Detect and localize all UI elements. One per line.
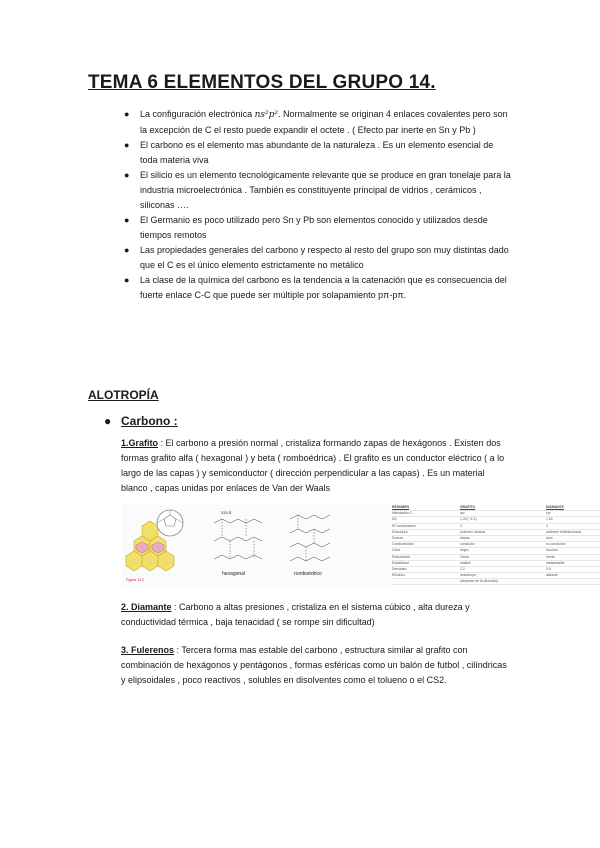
table-row: Color negro incoloro	[392, 548, 600, 554]
table-row: Eléctrico anisótropo aislante	[392, 573, 600, 579]
figure-caption-label: Figure 14.2	[126, 578, 145, 582]
bullet-icon: ●	[124, 170, 130, 180]
figure-distance-label: 335 Å	[221, 510, 232, 515]
table-row: (depende de la dirección)	[392, 579, 600, 585]
comparison-table	[392, 505, 600, 587]
grafito-paragraph: 1.Grafito : El carbono a presión normal , cristaliza formando zapas de hexágonos . Existen dos formas grafito alfa ( hexagonal ) y beta ( romboédrica) . El grafito es un conductor eléctrico ( a lo largo de las capas ) y semiconductor ( dirección perpendicular a las capas) . Es un material blanco , capas unidas por enlaces de Van der Waals	[121, 438, 505, 493]
table-row: Nº coordinación 3 4	[392, 524, 600, 530]
graphite-structure-image	[122, 505, 392, 587]
intro-list	[124, 107, 512, 303]
table-header-row: RESUMEN GRAFITO DIAMANTE	[392, 505, 600, 511]
page-title: TEMA 6 ELEMENTOS DEL GRUPO 14.	[88, 72, 436, 93]
bullet-icon: ●	[124, 245, 130, 255]
fullerene-ball-illustration	[157, 510, 183, 536]
table-row: Dureza blando duro	[392, 536, 600, 542]
fulerenos-paragraph: 3. Fulerenos : Tercera forma mas estable del carbono , estructura similar al grafito con combinación de hexágonos y pentágonos , formas esféricas como un balón de futbol , cilíndricas y elipsoidales , poco reactivos , solubles en disolventes como el tolueno o el CS2.	[121, 645, 507, 685]
list-item: ● Las propiedades generales del carbono y respecto al resto del grupo son muy distintas dado que el C es el único elemento estrictamente no metálico	[124, 245, 509, 270]
list-item: ● El Germanio es poco utilizado pero Sn y Pb son elementos conocido y utilizados desde tiempos remotos	[124, 215, 488, 240]
fulerenos-label: 3. Fulerenos	[121, 645, 175, 655]
table-row: Estructura polímero laminar polímero tridimensional	[392, 530, 600, 536]
bullet-icon: ●	[104, 414, 112, 428]
figure-romboedrico-label: romboédrico	[294, 571, 322, 577]
grafito-label: 1.Grafito	[121, 438, 159, 448]
table-row: DE 1.33 (~4.1) 1.54	[392, 517, 600, 523]
list-item: ● La clase de la química del carbono es la tendencia a la catenación que es consecuencia del fuerte enlace C-C que puede ser múltiple por solapamiento pπ-pπ.	[124, 275, 507, 300]
subsection-carbono: ● Carbono :	[104, 414, 178, 428]
section-heading-alotropia: ALOTROPÍA	[88, 388, 159, 402]
list-item: ● El silicio es un elemento tecnológicamente relevante que se produce en gran tonelaje para la industria microelectrónica . También es constituyente principal de vidrios , cerámicos , siliconas ….	[124, 170, 511, 210]
table-row: Reactividad Oxida Inerte	[392, 555, 600, 561]
list-item: ● El carbono es el elemento mas abundante de la naturaleza . Es un elemento esencial de toda materia viva	[124, 140, 494, 165]
diamante-paragraph: 2. Diamante : Carbono a altas presiones , cristaliza en el sistema cúbico , alta dureza y conductividad térmica , baja tenacidad ( se rompe sin dificultad)	[121, 602, 470, 627]
bullet-icon: ●	[124, 109, 130, 119]
figure-hexagonal-label: hexagonal	[222, 571, 246, 577]
table-row: Conductividad conductor no conductor	[392, 542, 600, 548]
table-row: Hibridación C sp² sp³	[392, 511, 600, 517]
bullet-icon: ●	[124, 275, 130, 285]
bullet-icon: ●	[124, 140, 130, 150]
diamante-label: 2. Diamante	[121, 602, 172, 612]
table-row: Estabilidad estable metaestable	[392, 561, 600, 567]
table-row: Densidad 2.2 3.5	[392, 567, 600, 573]
config-formula: ns²p²	[254, 110, 278, 120]
figure-graphite	[122, 505, 582, 587]
list-item: ● La configuración electrónica ns²p². Normalmente se originan 4 enlaces covalentes pero son la excepción de C el resto puede expandir el octete . ( Efecto par inerte en Sn y Pb )	[124, 109, 508, 135]
bullet-icon: ●	[124, 215, 130, 225]
